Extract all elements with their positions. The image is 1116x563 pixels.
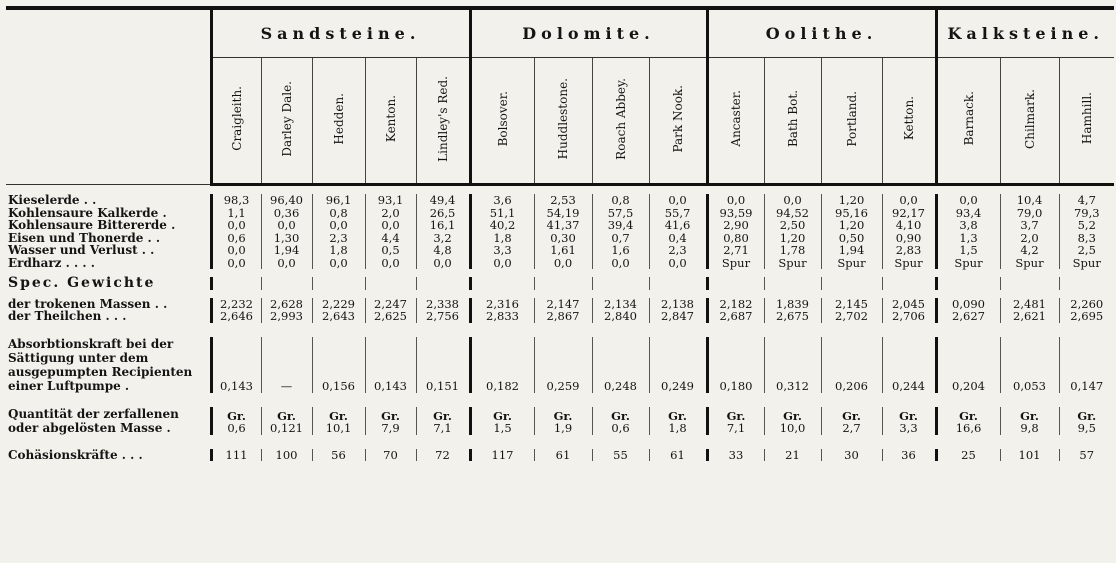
table-cell: 0,147 xyxy=(1059,337,1114,393)
table-cell: 2,702 xyxy=(821,310,882,323)
unit-label: Gr. xyxy=(1020,408,1039,423)
table-cell: 1,3 xyxy=(936,232,1000,245)
cell-value: 1,9 xyxy=(553,421,573,435)
table-cell: 0,8 xyxy=(312,207,365,220)
unit-label: Gr. xyxy=(1077,408,1097,423)
table-cell xyxy=(312,277,365,290)
table-cell xyxy=(821,407,882,435)
row-erdharz xyxy=(6,257,1114,270)
table-cell: 2,756 xyxy=(416,310,470,323)
cell-value: 3,3 xyxy=(899,421,918,435)
table-cell: 70 xyxy=(365,449,416,462)
table-cell: 1,30 xyxy=(261,232,312,245)
column-header: Ancaster. xyxy=(707,58,764,185)
column-header: Portland. xyxy=(821,58,882,185)
table-cell: 0,0 xyxy=(470,257,534,270)
table-cell: 79,0 xyxy=(1000,207,1059,220)
table-cell: 100 xyxy=(261,449,312,462)
table-cell: 0,0 xyxy=(211,257,261,270)
column-header: Lindley's Red. xyxy=(416,58,470,185)
table-cell: Spur xyxy=(707,257,764,270)
table-cell: 2,867 xyxy=(534,310,592,323)
table-cell: 0,4 xyxy=(649,232,707,245)
table-cell: 0,312 xyxy=(764,337,821,393)
table-cell: 0,90 xyxy=(882,232,936,245)
table-cell xyxy=(592,277,649,290)
table-cell xyxy=(211,277,261,290)
column-header: Barnack. xyxy=(936,58,1000,185)
table-cell: 1,8 xyxy=(312,244,365,257)
column-header: Huddlestone. xyxy=(534,58,592,185)
table-cell: 2,232 xyxy=(211,298,261,311)
table-cell: 2,840 xyxy=(592,310,649,323)
table-cell xyxy=(821,277,882,290)
column-header: Darley Dale. xyxy=(261,58,312,185)
table-cell: 1,20 xyxy=(821,219,882,232)
column-header: Kenton. xyxy=(365,58,416,185)
table-cell: 36 xyxy=(882,449,936,462)
table-cell xyxy=(534,277,592,290)
row-label: Kohlensaure Kalkerde . xyxy=(8,205,167,220)
table-cell: 2,847 xyxy=(649,310,707,323)
row-label: Cohäsionskräfte . . . xyxy=(8,447,143,462)
stone-analysis-table xyxy=(6,6,1114,461)
table-cell xyxy=(936,407,1000,435)
table-cell: 56 xyxy=(312,449,365,462)
group-oolithe: Oolithe. xyxy=(707,10,936,58)
table-cell: 2,247 xyxy=(365,298,416,311)
table-cell: 2,147 xyxy=(534,298,592,311)
table-cell: 0,259 xyxy=(534,337,592,393)
table-cell: 2,627 xyxy=(936,310,1000,323)
table-cell xyxy=(592,407,649,435)
table-cell xyxy=(649,277,707,290)
table-cell: 2,5 xyxy=(1059,244,1114,257)
row-label: Wasser und Verlust . . xyxy=(8,243,155,257)
table-cell: 0,0 xyxy=(882,194,936,207)
table-cell: 57 xyxy=(1059,449,1114,462)
table-cell: 0,151 xyxy=(416,337,470,393)
cell-value: 7,9 xyxy=(381,421,400,435)
table-cell: 2,481 xyxy=(1000,298,1059,311)
table-cell: 5,2 xyxy=(1059,219,1114,232)
table-cell: 2,628 xyxy=(261,298,312,311)
table-cell: 2,0 xyxy=(365,207,416,220)
table-cell: 0,0 xyxy=(416,257,470,270)
table-cell: 21 xyxy=(764,449,821,462)
table-cell xyxy=(707,277,764,290)
table-cell xyxy=(416,407,470,435)
unit-label: Gr. xyxy=(329,408,348,423)
table-cell: 4,2 xyxy=(1000,244,1059,257)
cell-value: 7,1 xyxy=(433,421,452,435)
table-cell: 0,053 xyxy=(1000,337,1059,393)
group-sandsteine: Sandsteine. xyxy=(211,10,470,58)
table-cell: 0,0 xyxy=(211,244,261,257)
unit-label: Gr. xyxy=(842,408,861,423)
row-label: Erdharz . . . . xyxy=(8,255,95,270)
table-cell: 1,61 xyxy=(534,244,592,257)
table-cell: 2,0 xyxy=(1000,232,1059,245)
table-cell: 2,50 xyxy=(764,219,821,232)
cell-value: 16,6 xyxy=(955,421,982,435)
unit-label: Gr. xyxy=(611,408,630,423)
table-cell: 0,249 xyxy=(649,337,707,393)
table-cell: 0,7 xyxy=(592,232,649,245)
table-cell: 2,706 xyxy=(882,310,936,323)
table-cell: 2,83 xyxy=(882,244,936,257)
table-cell: 0,143 xyxy=(211,337,261,393)
unit-label: Gr. xyxy=(668,408,687,423)
table-cell: 0,0 xyxy=(592,257,649,270)
table-cell: — xyxy=(261,337,312,393)
column-header: Chilmark. xyxy=(1000,58,1059,185)
table-cell: 55 xyxy=(592,449,649,462)
table-cell: 54,19 xyxy=(534,207,592,220)
corner-cell xyxy=(6,10,211,185)
unit-label: Gr. xyxy=(959,408,978,423)
table-cell xyxy=(534,407,592,435)
unit-label: Gr. xyxy=(227,408,246,423)
table-cell: 0,30 xyxy=(534,232,592,245)
table-cell: 2,229 xyxy=(312,298,365,311)
group-dolomite: Dolomite. xyxy=(470,10,707,58)
table-cell: Spur xyxy=(1000,257,1059,270)
row-label: der trokenen Massen . . xyxy=(8,296,168,311)
table-cell: 4,10 xyxy=(882,219,936,232)
unit-label: Gr. xyxy=(277,408,296,423)
table-cell: 2,90 xyxy=(707,219,764,232)
table-cell: 2,3 xyxy=(649,244,707,257)
table-cell: 25 xyxy=(936,449,1000,462)
table-cell: 0,0 xyxy=(211,219,261,232)
table-cell: 2,993 xyxy=(261,310,312,323)
table-cell: 40,2 xyxy=(470,219,534,232)
table-cell xyxy=(649,407,707,435)
table-cell: 2,3 xyxy=(312,232,365,245)
table-cell: 2,621 xyxy=(1000,310,1059,323)
row-kieselerde xyxy=(6,194,1114,207)
table-cell: 2,260 xyxy=(1059,298,1114,311)
table-cell: 1,94 xyxy=(261,244,312,257)
column-header: Park Nook. xyxy=(649,58,707,185)
table-cell: 51,1 xyxy=(470,207,534,220)
table-cell: Spur xyxy=(821,257,882,270)
row-label: Eisen und Thonerde . . xyxy=(8,230,161,245)
table-cell: 3,2 xyxy=(416,232,470,245)
table-cell: 10,4 xyxy=(1000,194,1059,207)
table-cell: 0,80 xyxy=(707,232,764,245)
table-cell: 2,675 xyxy=(764,310,821,323)
table-cell: 2,646 xyxy=(211,310,261,323)
table-cell: 41,6 xyxy=(649,219,707,232)
table-cell: 92,17 xyxy=(882,207,936,220)
table-cell xyxy=(1059,407,1114,435)
cell-value: 10,0 xyxy=(779,421,806,435)
table-cell xyxy=(764,407,821,435)
table-cell: 2,134 xyxy=(592,298,649,311)
table-cell: 0,180 xyxy=(707,337,764,393)
table-cell: 0,0 xyxy=(764,194,821,207)
cell-value: 0,121 xyxy=(270,421,303,435)
table-cell: 0,6 xyxy=(211,232,261,245)
unit-label: Gr. xyxy=(381,408,400,423)
row-theilchen xyxy=(6,310,1114,323)
cell-value: 0,6 xyxy=(227,421,246,435)
table-cell: 0,206 xyxy=(821,337,882,393)
table-cell: Spur xyxy=(1059,257,1114,270)
table-cell: 61 xyxy=(534,449,592,462)
table-cell: 2,687 xyxy=(707,310,764,323)
table-cell: 1,20 xyxy=(764,232,821,245)
table-cell: 93,59 xyxy=(707,207,764,220)
table-cell: 0,0 xyxy=(312,219,365,232)
table-cell: 0,0 xyxy=(365,219,416,232)
table-cell: 1,94 xyxy=(821,244,882,257)
table-cell: 41,37 xyxy=(534,219,592,232)
table-cell: 0,143 xyxy=(365,337,416,393)
table-cell: 0,50 xyxy=(821,232,882,245)
table-cell xyxy=(261,407,312,435)
table-cell: 39,4 xyxy=(592,219,649,232)
table-cell: 2,182 xyxy=(707,298,764,311)
table-cell: Spur xyxy=(936,257,1000,270)
table-cell: 2,138 xyxy=(649,298,707,311)
table-cell: 1,839 xyxy=(764,298,821,311)
table-cell: 93,1 xyxy=(365,194,416,207)
table-cell xyxy=(764,277,821,290)
unit-label: Gr. xyxy=(493,408,512,423)
table-cell: 0,244 xyxy=(882,337,936,393)
table-cell: 55,7 xyxy=(649,207,707,220)
cell-value: 2,7 xyxy=(842,421,861,435)
table-cell: 4,7 xyxy=(1059,194,1114,207)
table-cell: 111 xyxy=(211,449,261,462)
table-cell: 0,5 xyxy=(365,244,416,257)
table-cell: 0,0 xyxy=(365,257,416,270)
table-cell: 96,40 xyxy=(261,194,312,207)
table-cell: 0,0 xyxy=(534,257,592,270)
table-cell xyxy=(882,277,936,290)
table-cell: 0,090 xyxy=(936,298,1000,311)
table-cell: 0,248 xyxy=(592,337,649,393)
table-cell: 2,833 xyxy=(470,310,534,323)
table-cell xyxy=(882,407,936,435)
table-cell: 2,695 xyxy=(1059,310,1114,323)
cell-value: 9,8 xyxy=(1020,421,1039,435)
table-cell: 72 xyxy=(416,449,470,462)
table-cell: 1,5 xyxy=(936,244,1000,257)
table-cell: 1,20 xyxy=(821,194,882,207)
table-cell: 4,8 xyxy=(416,244,470,257)
table-cell: 96,1 xyxy=(312,194,365,207)
table-cell xyxy=(470,407,534,435)
row-label: Absorbtionskraft bei der Sättigung unter dem ausgepumpten Recipienten einer Luftpumpe . xyxy=(8,336,193,393)
row-label: der Theilchen . . . xyxy=(8,309,127,323)
table-cell: 26,5 xyxy=(416,207,470,220)
table-cell: 2,71 xyxy=(707,244,764,257)
row-label: Spec. Gewichte xyxy=(8,275,156,291)
cell-value: 10,1 xyxy=(325,421,352,435)
row-quantitaet xyxy=(6,407,1114,435)
table-cell: 117 xyxy=(470,449,534,462)
unit-label: Gr. xyxy=(899,408,918,423)
table-cell xyxy=(365,407,416,435)
table-cell: 79,3 xyxy=(1059,207,1114,220)
table-cell: 0,204 xyxy=(936,337,1000,393)
table-cell xyxy=(312,407,365,435)
unit-label: Gr. xyxy=(553,408,573,423)
table-cell: 3,3 xyxy=(470,244,534,257)
table-cell: 49,4 xyxy=(416,194,470,207)
column-header: Bolsover. xyxy=(470,58,534,185)
table-cell xyxy=(416,277,470,290)
table-cell: 94,52 xyxy=(764,207,821,220)
table-cell xyxy=(1000,407,1059,435)
group-kalksteine: Kalksteine. xyxy=(936,10,1114,58)
table-cell: 95,16 xyxy=(821,207,882,220)
table-cell: 2,316 xyxy=(470,298,534,311)
table-cell: 98,3 xyxy=(211,194,261,207)
table-cell xyxy=(936,277,1000,290)
row-label: Kieselerde . . xyxy=(8,193,97,207)
table-cell: 30 xyxy=(821,449,882,462)
table-cell: 2,643 xyxy=(312,310,365,323)
table-cell xyxy=(1059,277,1114,290)
column-header: Hedden. xyxy=(312,58,365,185)
column-header: Craigleith. xyxy=(211,58,261,185)
table-cell: 0,36 xyxy=(261,207,312,220)
table-cell xyxy=(261,277,312,290)
column-header: Hamhill. xyxy=(1059,58,1114,185)
unit-label: Gr. xyxy=(433,408,452,423)
row-label: Kohlensaure Bittererde . xyxy=(8,218,176,232)
row-spec-heading xyxy=(6,277,1114,290)
row-kohlensaure-bittererde xyxy=(6,219,1114,232)
table-cell: 2,625 xyxy=(365,310,416,323)
table-cell: 3,7 xyxy=(1000,219,1059,232)
table-cell: 61 xyxy=(649,449,707,462)
table-cell xyxy=(1000,277,1059,290)
row-cohaesionskraefte xyxy=(6,449,1114,462)
table-cell: 0,0 xyxy=(649,194,707,207)
table-cell: 33 xyxy=(707,449,764,462)
table-cell: 1,78 xyxy=(764,244,821,257)
table-cell: 0,182 xyxy=(470,337,534,393)
cell-value: 0,6 xyxy=(611,421,630,435)
table-cell: 1,8 xyxy=(470,232,534,245)
table-cell: 3,6 xyxy=(470,194,534,207)
table-cell: 0,0 xyxy=(261,257,312,270)
table-cell: 0,156 xyxy=(312,337,365,393)
unit-label: Gr. xyxy=(726,408,746,423)
table-cell xyxy=(707,407,764,435)
table-cell: 2,045 xyxy=(882,298,936,311)
column-header: Roach Abbey. xyxy=(592,58,649,185)
table-cell: 1,1 xyxy=(211,207,261,220)
cell-value: 9,5 xyxy=(1077,421,1096,435)
table-cell: 1,6 xyxy=(592,244,649,257)
table-cell: Spur xyxy=(882,257,936,270)
table-cell: 2,53 xyxy=(534,194,592,207)
cell-value: 1,5 xyxy=(493,421,512,435)
cell-value: 1,8 xyxy=(668,421,687,435)
unit-label: Gr. xyxy=(783,408,802,423)
table-cell: 0,8 xyxy=(592,194,649,207)
table-cell xyxy=(211,407,261,435)
table-cell: 0,0 xyxy=(649,257,707,270)
table-cell: 93,4 xyxy=(936,207,1000,220)
table-cell: 2,145 xyxy=(821,298,882,311)
table-cell: 0,0 xyxy=(707,194,764,207)
table-cell: 8,3 xyxy=(1059,232,1114,245)
table-cell: 2,338 xyxy=(416,298,470,311)
table-cell xyxy=(365,277,416,290)
column-header: Bath Bot. xyxy=(764,58,821,185)
table-cell: 16,1 xyxy=(416,219,470,232)
table-cell: 4,4 xyxy=(365,232,416,245)
cell-value: 7,1 xyxy=(726,421,746,435)
row-absorbtionskraft xyxy=(6,337,1114,393)
table-cell: 101 xyxy=(1000,449,1059,462)
table-cell xyxy=(470,277,534,290)
table-cell: 3,8 xyxy=(936,219,1000,232)
table-cell: Spur xyxy=(764,257,821,270)
column-header: Ketton. xyxy=(882,58,936,185)
row-wasser-verlust xyxy=(6,244,1114,257)
table-cell: 0,0 xyxy=(936,194,1000,207)
table-cell: 0,0 xyxy=(261,219,312,232)
row-label: Quantität der zerfallenen oder abgelösten Masse . xyxy=(8,406,179,435)
table-cell: 0,0 xyxy=(312,257,365,270)
table-cell: 57,5 xyxy=(592,207,649,220)
